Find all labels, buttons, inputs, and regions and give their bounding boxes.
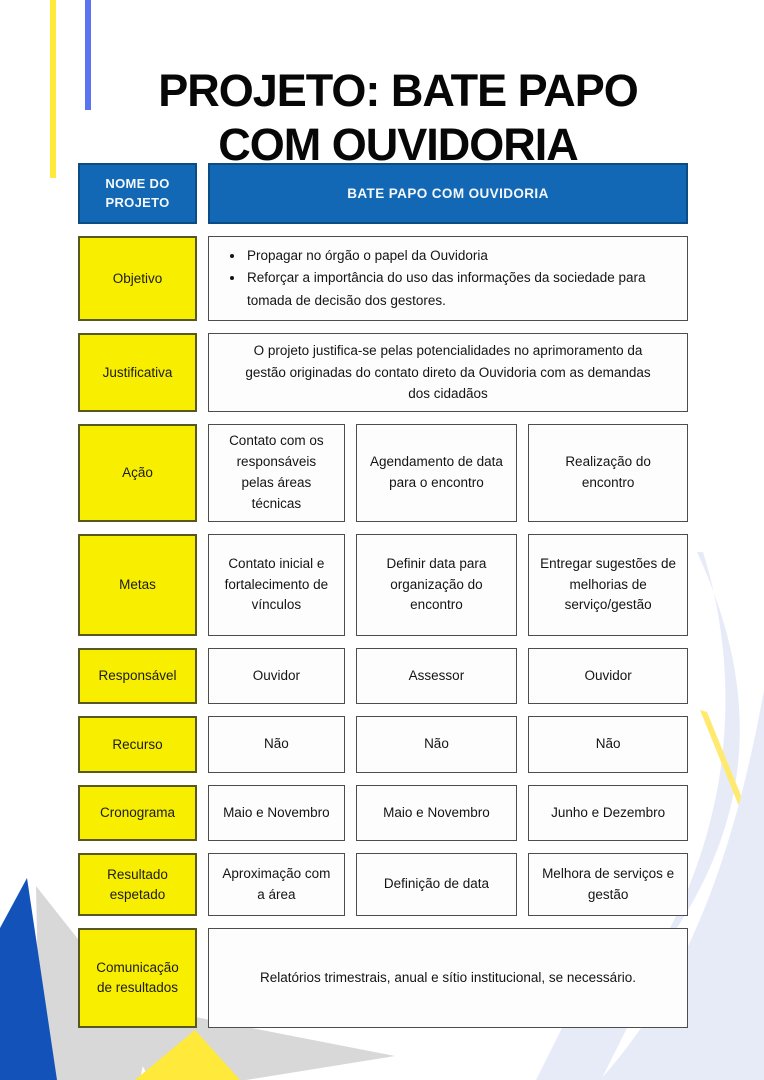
content-cell <box>208 648 345 704</box>
row-label-cell: Recurso <box>78 716 197 773</box>
content-cell-text: Maio e Novembro <box>223 804 330 820</box>
row-content-cells <box>208 785 688 841</box>
content-cell-text: Contato inicial e fortalecimento de vínculos <box>224 555 329 613</box>
row-text: O projeto justifica-se pelas potencialidades no aprimoramento da gestão originadas do contato direto da Ouvidoria com as demandas dos cidadãos <box>245 343 651 402</box>
row-content-text <box>208 333 688 412</box>
table-row <box>78 424 688 522</box>
content-cell-text: Realização do encontro <box>565 454 651 490</box>
row-text: Relatórios trimestrais, anual e sítio institucional, se necessário. <box>260 970 636 986</box>
row-content-cells <box>208 424 688 522</box>
header-value-cell <box>208 163 688 224</box>
content-cell-text: Aproximação com a área <box>222 865 331 902</box>
content-cell <box>356 424 518 522</box>
content-cell <box>356 853 518 916</box>
row-label-cell: Objetivo <box>78 236 197 321</box>
table-row <box>78 236 688 321</box>
content-cell-text: Assessor <box>408 667 465 683</box>
content-cell <box>528 648 688 704</box>
table-header-row <box>78 163 688 224</box>
row-content-cells <box>208 853 688 916</box>
content-cell <box>208 534 345 636</box>
content-cell-text: Entregar sugestões de melhorias de serviço/gestão <box>540 555 677 613</box>
table-row <box>78 648 688 704</box>
content-cell <box>528 785 688 841</box>
row-content-cells <box>208 534 688 636</box>
row-content-bullets <box>208 236 688 321</box>
page-title <box>86 64 710 172</box>
content-cell <box>356 534 518 636</box>
content-cell-text: Não <box>424 736 449 752</box>
header-label-text: NOME DO PROJETO <box>105 175 170 210</box>
table-rows <box>78 236 688 1028</box>
header-label-cell <box>78 163 197 224</box>
content-cell-text: Maio e Novembro <box>383 804 490 820</box>
content-cell-text: Contato com os responsáveis pelas áreas técnicas <box>229 433 324 511</box>
content-cell-text: Melhora de serviços e gestão <box>542 865 675 902</box>
table-row <box>78 716 688 773</box>
content-cell <box>208 424 345 522</box>
content-cell <box>528 716 688 773</box>
content-cell-text: Agendamento de data para o encontro <box>370 454 503 490</box>
table-row <box>78 333 688 412</box>
row-label-cell: Resultado espetado <box>78 853 197 916</box>
row-label-cell: Comunicação de resultados <box>78 928 197 1028</box>
bullet-item: • Reforçar a importância do uso das informações da sociedade para tomada de decisão dos gestores. <box>245 267 671 312</box>
content-cell-text: Não <box>595 736 621 752</box>
table-row <box>78 534 688 636</box>
row-label-cell: Ação <box>78 424 197 522</box>
row-content-text <box>208 928 688 1028</box>
content-cell <box>356 648 518 704</box>
content-cell <box>528 534 688 636</box>
table-row <box>78 853 688 916</box>
row-label-cell: Metas <box>78 534 197 636</box>
row-content-cells <box>208 716 688 773</box>
project-table <box>78 163 688 1040</box>
bullet-item: • Propagar no órgão o papel da Ouvidoria <box>245 245 671 267</box>
content-cell-text: Definir data para organização do encontro <box>386 555 487 613</box>
content-cell <box>208 853 345 916</box>
page-title-line2: COM OUVIDORIA <box>218 119 578 171</box>
content-cell <box>208 785 345 841</box>
page-title-line1: PROJETO: BATE PAPO <box>158 65 638 117</box>
content-cell-text: Junho e Dezembro <box>551 804 666 820</box>
content-cell <box>356 716 518 773</box>
yellow-bar-decoration <box>50 0 56 178</box>
content-cell <box>356 785 518 841</box>
header-value-text: BATE PAPO COM OUVIDORIA <box>347 186 549 201</box>
content-cell-text: Ouvidor <box>584 667 632 683</box>
row-label-cell: Responsável <box>78 648 197 704</box>
row-label-cell: Justificativa <box>78 333 197 412</box>
content-cell <box>528 424 688 522</box>
content-cell-text: Definição de data <box>383 876 489 892</box>
content-cell-text: Não <box>263 736 289 752</box>
row-content-cells <box>208 648 688 704</box>
table-row <box>78 928 688 1028</box>
table-row <box>78 785 688 841</box>
content-cell <box>208 716 345 773</box>
content-cell <box>528 853 688 916</box>
content-cell-text: Ouvidor <box>252 667 300 683</box>
bullet-list <box>221 245 671 312</box>
row-label-cell: Cronograma <box>78 785 197 841</box>
